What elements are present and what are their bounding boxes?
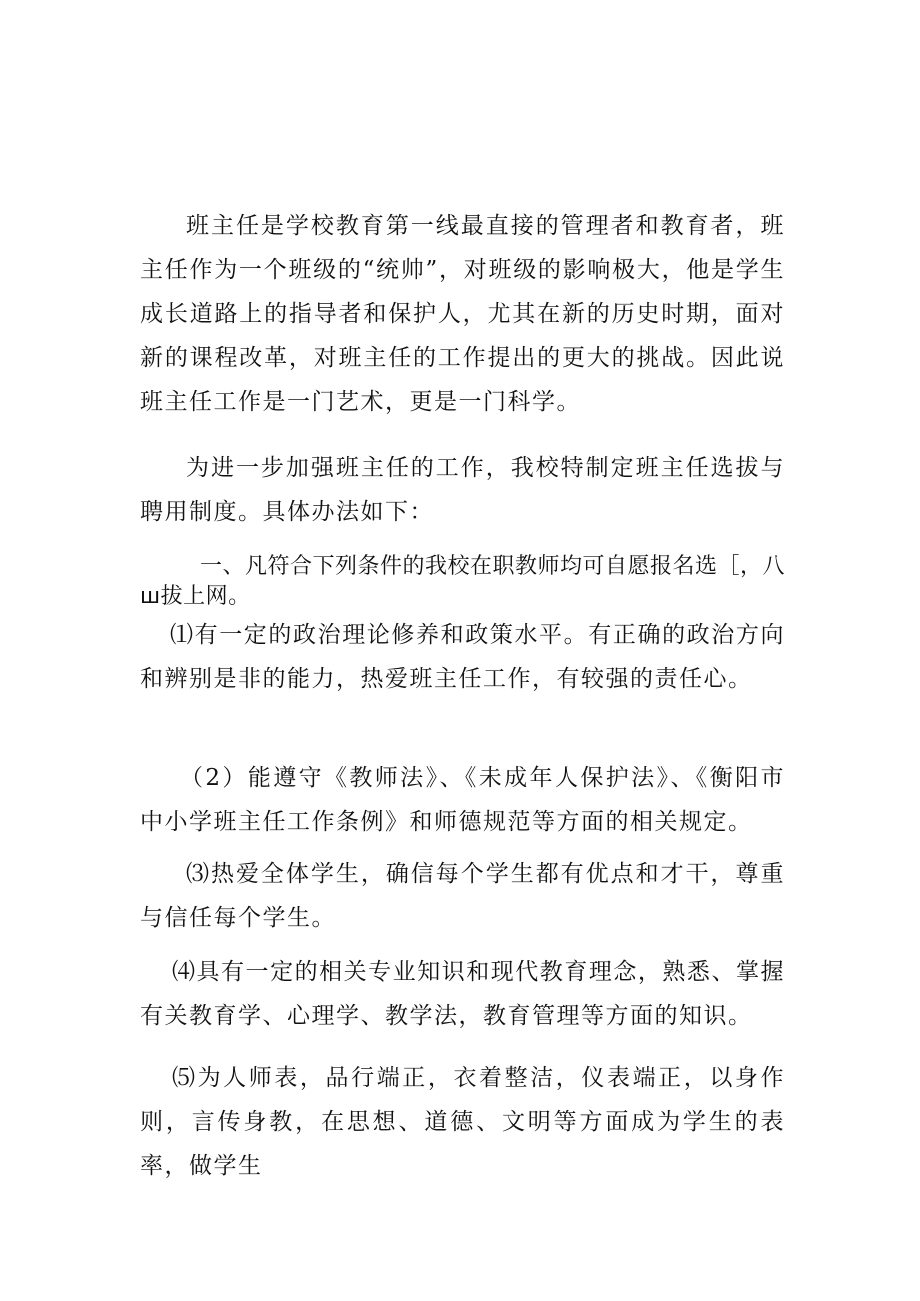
section-heading-conditions: 一、凡符合下列条件的我校在职教师均可自愿报名选［，八ш拔上网。	[140, 554, 786, 609]
condition-item-2: （2）能遵守《教师法》、《未成年人保护法》、《衡阳市中小学班主任工作条例》和师德规范等方面的相关规定。	[140, 765, 785, 835]
purpose-paragraph: 为进一步加强班主任的工作，我校特制定班主任选拔与聘用制度。具体办法如下：	[140, 455, 785, 525]
condition-item-1: ⑴有一定的政治理论修养和政策水平。有正确的政治方向和辨别是非的能力，热爱班主任工作，有较强的责任心。	[140, 622, 785, 692]
condition-item-3: ⑶热爱全体学生，确信每个学生都有优点和才干，尊重与信任每个学生。	[140, 861, 785, 931]
condition-item-5: ⑸为人师表，品行端正，衣着整洁，仪表端正，以身作则，言传身教，在思想、道德、文明等方面成为学生的表率，做学生	[140, 1065, 785, 1179]
condition-item-4: ⑷具有一定的相关专业知识和现代教育理念，熟悉、掌握有关教育学、心理学、教学法，教育管理等方面的知识。	[140, 959, 785, 1029]
intro-paragraph: 班主任是学校教育第一线最直接的管理者和教育者，班主任作为一个班级的“统帅”，对班级的影响极大，他是学生成长道路上的指导者和保护人，尤其在新的历史时期，面对新的课程改革，对班主任的工作提出的更大的挑战。因此说班主任工作是一门艺术，更是一门科学。	[140, 213, 785, 415]
